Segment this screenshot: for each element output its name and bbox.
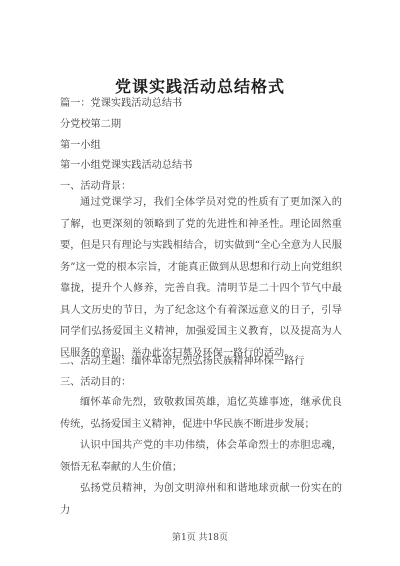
- page-footer: 第1页 共18页: [171, 533, 229, 543]
- purpose-paragraph: 缅怀革命先烈，致敬救国英雄，追忆英雄事迹，继承优良传统，弘扬爱国主义精神，促进中华民族不断进步发展；: [60, 397, 342, 430]
- purpose-paragraph: 认识中国共产党的丰功伟绩，体会革命烈士的赤胆忠魂，领悟无私奉献的人生价值；: [60, 440, 342, 473]
- section-label: 篇一：党课实践活动总结书: [60, 98, 183, 109]
- purpose-paragraph: 弘扬党员精神，为创文明漳州和和谐地球贡献一份实在的力: [60, 483, 342, 516]
- background-heading: 一、活动背景：: [60, 181, 132, 192]
- purpose-heading: 三、活动目的：: [60, 377, 132, 388]
- subtitle: 第一小组党课实践活动总结书: [60, 160, 193, 171]
- background-paragraph: 通过党课学习，我们全体学员对党的性质有了更加深入的了解，也更深刻的领略到了党的先进性和神圣性。理论固然重要，但是只有理论与实践相结合，切实做到“全心全意为人民服务”这一党的根本宗旨，才能真正做到从思想和行动上向党组织靠拢，提升个人修养，完善自我。清明节是二十四个节气中最具人文历史的节日，为了纪念这个有着深远意义的日子，引导同学们弘扬爱国主义精神，加强爱国主义教育，以及提高为人民服务的意识，举办此次扫墓及环保一路行的活动。: [60, 197, 342, 359]
- class-label: 分党校第二期: [60, 119, 122, 130]
- group-label: 第一小组: [60, 140, 101, 151]
- document-title: 党课实践活动总结格式: [114, 77, 285, 96]
- theme-line: 二、活动主题：缅怀革命先烈弘扬民族精神环保一路行: [60, 356, 305, 367]
